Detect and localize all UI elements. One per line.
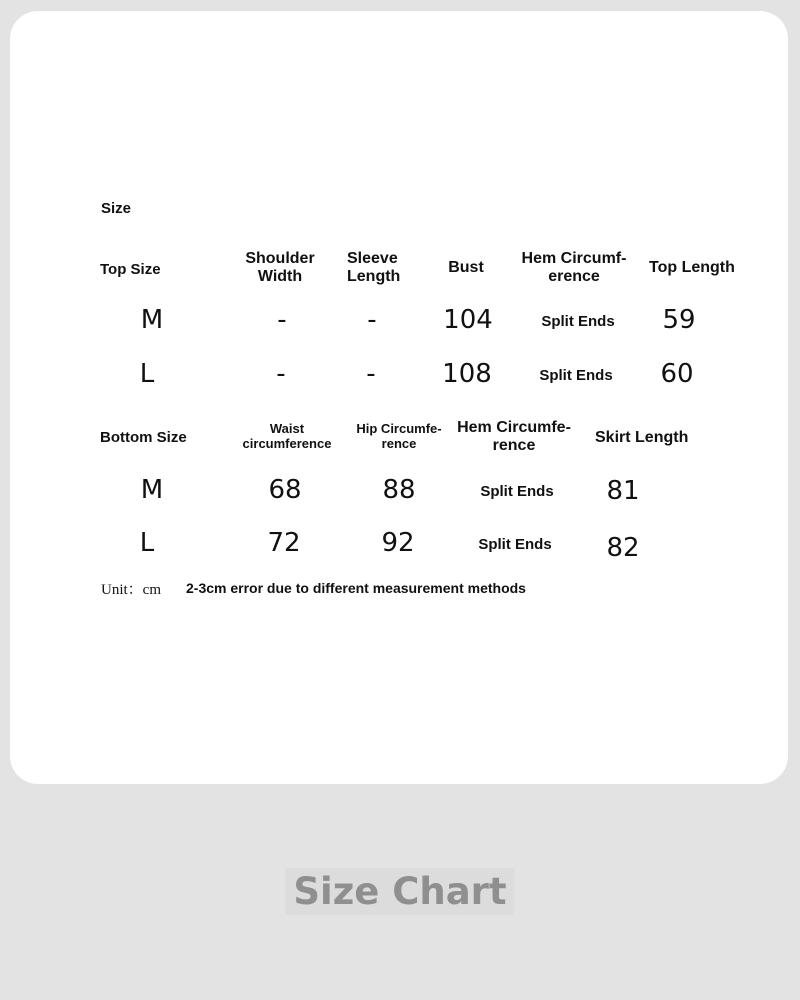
header-sleeve (347, 250, 400, 287)
top-row-m-hem: Split Ends (541, 313, 615, 330)
header-hip (356, 422, 441, 452)
top-row-l-bust: 108 (442, 359, 492, 389)
size-chart-title: Size Chart (285, 868, 514, 915)
bottom-row-l-waist: 72 (267, 528, 301, 558)
header-shoulder (245, 250, 314, 287)
bottom-row-l-hem: Split Ends (478, 536, 552, 553)
header-shoulder-line1: Shoulder (245, 250, 315, 267)
top-row-m-shoulder: - (277, 305, 287, 335)
unit-label: Unit：cm (101, 582, 161, 598)
header-waist-line2: circumference (242, 435, 332, 451)
header-bottom-hem (457, 419, 571, 456)
header-shoulder-line2: Width (257, 268, 303, 286)
size-chart-card (10, 11, 788, 784)
bottom-row-m-skirt: 81 (606, 476, 640, 506)
header-hip-line1: Hip Circumfe- (356, 421, 442, 436)
header-sleeve-line2: Length (347, 268, 401, 286)
header-top-hem-line1: Hem Circumf- (521, 250, 627, 267)
top-row-m-bust: 104 (443, 305, 493, 335)
header-bottom-hem-line2: rence (492, 437, 536, 455)
header-top-hem-line2: erence (548, 268, 600, 286)
header-hip-line2: rence (381, 435, 417, 451)
top-row-l-hem: Split Ends (539, 367, 613, 384)
top-row-l-length: 60 (660, 359, 694, 389)
top-row-l-sleeve: - (366, 359, 376, 389)
top-row-m-length: 59 (662, 305, 696, 335)
measurement-note: 2-3cm error due to different measurement methods (186, 580, 526, 596)
top-row-l-size: L (139, 359, 155, 389)
header-skirt-length: Skirt Length (595, 429, 689, 446)
top-row-l-shoulder: - (276, 359, 286, 389)
header-waist (243, 422, 332, 452)
header-bottom-hem-line1: Hem Circumfe- (457, 419, 571, 436)
header-sleeve-line1: Sleeve (347, 250, 398, 267)
bottom-row-l-skirt: 82 (606, 533, 640, 563)
bottom-row-m-hem: Split Ends (480, 483, 554, 500)
top-row-m-sleeve: - (367, 305, 377, 335)
bottom-row-m-waist: 68 (268, 475, 302, 505)
bottom-row-m-size: M (140, 475, 164, 505)
header-top-length: Top Length (649, 259, 735, 276)
top-size-label: Top Size (100, 261, 161, 278)
bottom-row-l-hip: 92 (381, 528, 415, 558)
bottom-row-l-size: L (139, 528, 155, 558)
top-row-m-size: M (140, 305, 164, 335)
size-label: Size (101, 200, 132, 217)
header-bust: Bust (448, 259, 484, 276)
header-top-hem (522, 250, 627, 287)
bottom-row-m-hip: 88 (382, 475, 416, 505)
bottom-size-label: Bottom Size (100, 429, 187, 446)
header-waist-line1: Waist (269, 421, 305, 436)
